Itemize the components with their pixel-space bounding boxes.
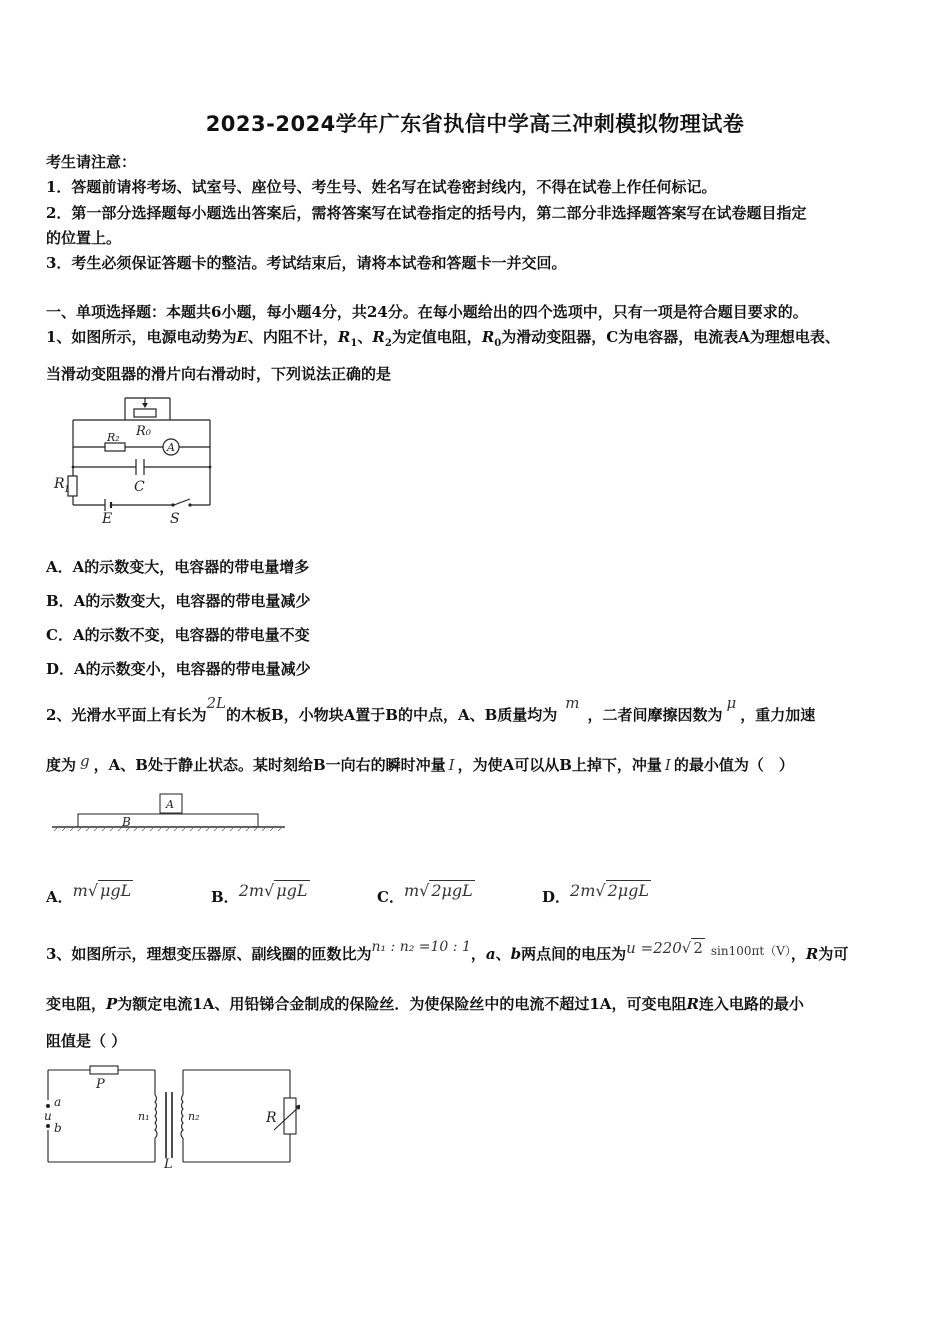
q3-fig-label-b: b bbox=[54, 1121, 62, 1135]
notice-item-3: 3．考生必须保证答题卡的整洁。考试结束后，请将本试卷和答题卡一并交回。 bbox=[46, 254, 567, 272]
q1-var-E: E bbox=[236, 328, 248, 346]
q2-choice-c[interactable]: C．m√ 2μgL bbox=[377, 881, 473, 906]
q1-var-R0: R bbox=[481, 328, 495, 346]
notice-heading: 考生请注意： bbox=[46, 153, 137, 171]
q2-var-I1: I bbox=[448, 756, 455, 774]
q3-fig-label-a: a bbox=[54, 1095, 62, 1109]
q2-fig-label-B: B bbox=[122, 815, 131, 829]
q1-var-R1: R bbox=[337, 328, 351, 346]
q1-text-c: 为定值电阻， bbox=[391, 328, 482, 346]
q3-var-R-2: R bbox=[686, 995, 699, 1013]
q2-choice-c-rad: 2μgL bbox=[431, 881, 473, 900]
q3-var-b: b bbox=[510, 945, 522, 963]
section-heading: 一、单项选择题：本题共6小题，每小题4分，共24分。在每小题给出的四个选项中，只有一项是符合题目要求的。 bbox=[46, 303, 808, 321]
q3-var-P: P bbox=[106, 995, 118, 1013]
q2-choice-a-label: A． bbox=[46, 888, 73, 906]
q1-fig-label-R1-sub: 1 bbox=[64, 485, 70, 495]
q2-choice-b[interactable]: B．2m√ μgL bbox=[211, 881, 308, 906]
q2-choice-d-coef: 2m bbox=[570, 881, 596, 900]
q2-choice-d-label: D． bbox=[542, 888, 571, 906]
q1-fig-label-R0: R₀ bbox=[136, 424, 151, 439]
q2-text-b: 的木板B，小物块A置于B的中点，A、B质量均为 bbox=[225, 706, 558, 724]
q3-voltage-eq-part1: u =220 bbox=[626, 939, 682, 957]
q1-fig-label-E: E bbox=[102, 511, 113, 527]
q2-choice-d-rad: 2μgL bbox=[607, 881, 650, 900]
q3-text-f: 为可 bbox=[818, 945, 849, 963]
q3-voltage-eq-rad: 2 bbox=[693, 939, 703, 957]
q2-text-e: 度为 bbox=[46, 756, 77, 774]
q2-var-2L: 2L bbox=[206, 694, 226, 712]
q3-text-c: 、 bbox=[495, 945, 511, 963]
q2-choice-a-rad: μgL bbox=[100, 881, 132, 900]
q2-var-I2: I bbox=[664, 756, 671, 774]
q1-circuit-diagram bbox=[50, 395, 220, 530]
q1-stem-line1 bbox=[46, 327, 840, 354]
q1-sep: 、 bbox=[357, 328, 373, 346]
q2-choice-b-rad: μgL bbox=[276, 881, 308, 900]
q3-fig-label-L: L bbox=[164, 1157, 173, 1170]
q1-var-R2-sub: 2 bbox=[384, 338, 392, 349]
q3-text-e: ， bbox=[790, 945, 806, 963]
q2-text-f: ，A、B处于静止状态。某时刻给B一向右的瞬时冲量 bbox=[93, 756, 446, 774]
q2-fig-label-A: A bbox=[166, 798, 174, 811]
page-title: 2023-2024学年广东省执信中学高三冲刺模拟物理试卷 bbox=[205, 112, 745, 136]
q2-text-c: ，二者间摩擦因数为 bbox=[587, 706, 723, 724]
q1-fig-label-R1: R bbox=[54, 476, 65, 492]
q1-fig-label-C: C bbox=[134, 479, 145, 495]
q2-block-diagram bbox=[50, 790, 290, 835]
q1-var-R1-sub: 1 bbox=[350, 338, 358, 349]
q3-text-line2b: 为额定电流1A、用铅锑合金制成的保险丝．为使保险丝中的电流不超过1A，可变电阻 bbox=[117, 995, 687, 1013]
q2-choice-b-coef: 2m bbox=[238, 881, 265, 900]
notice-item-2: 2．第一部分选择题每小题选出答案后，需将答案写在试卷指定的括号内，第二部分非选择题答案写在试卷题目指定 bbox=[46, 204, 807, 222]
q2-text-k: 的最小值为（ ） bbox=[673, 756, 794, 774]
q1-var-R2: R bbox=[372, 328, 385, 346]
q3-text-b: ， bbox=[470, 945, 486, 963]
q1-option-b[interactable]: B．A的示数变大，电容器的带电量减少 bbox=[46, 592, 311, 610]
q3-fig-label-n2: n₂ bbox=[188, 1110, 200, 1123]
q2-text-h: ，为使A可以从B上掉下，冲量 bbox=[457, 756, 662, 774]
notice-item-1: 1．答题前请将考场、试室号、座位号、考生号、姓名写在试卷密封线内，不得在试卷上作任何标记。 bbox=[46, 178, 717, 196]
q3-transformer-diagram bbox=[40, 1060, 300, 1170]
q3-fig-label-u: u bbox=[44, 1109, 52, 1123]
q2-choice-a-coef: m bbox=[72, 881, 88, 900]
q3-fig-label-P: P bbox=[96, 1077, 105, 1092]
q1-option-a[interactable]: A．A的示数变大，电容器的带电量增多 bbox=[46, 558, 310, 576]
q1-text-b: 、内阻不计， bbox=[247, 328, 338, 346]
q2-choice-c-coef: m bbox=[403, 881, 420, 900]
q1-fig-label-R2: R₂ bbox=[107, 431, 120, 444]
q2-var-mu: μ bbox=[726, 694, 737, 712]
q1-fig-label-A: A bbox=[167, 441, 175, 454]
q1-text-d: 为滑动变阻器，C为电容器，电流表A为理想电表、 bbox=[501, 328, 840, 346]
notice-item-2-cont: 的位置上。 bbox=[46, 229, 122, 247]
q3-var-R: R bbox=[805, 945, 819, 963]
q2-text-a: 2、光滑水平面上有长为 bbox=[46, 706, 207, 724]
q2-var-g: g bbox=[80, 752, 90, 770]
q1-option-d[interactable]: D．A的示数变小，电容器的带电量减少 bbox=[46, 660, 311, 678]
q3-stem-line2 bbox=[46, 994, 804, 1014]
q2-var-m: m bbox=[565, 694, 580, 712]
q3-text-line2a: 变电阻， bbox=[46, 995, 107, 1013]
q3-stem-line1: 3、如图所示，理想变压器原、副线圈的匝数比为n₁ : n₂ =10 : 1，a、b两点间的电压为u =220√ 2 $^{sin100\pi t(V)}$，R为可 bbox=[46, 939, 849, 963]
q1-text-a: 1、如图所示，电源电动势为 bbox=[46, 328, 237, 346]
q3-fig-label-R: R bbox=[266, 1110, 277, 1126]
q3-voltage-eq-part2: sin100πt（V） bbox=[710, 944, 791, 958]
q3-text-a: 3、如图所示，理想变压器原、副线圈的匝数比为 bbox=[46, 945, 372, 963]
q2-choice-d[interactable]: D．2m√ 2μgL bbox=[542, 881, 650, 906]
q1-stem-line2: 当滑动变阻器的滑片向右滑动时，下列说法正确的是 bbox=[46, 365, 392, 383]
q3-text-line2c: 连入电路的最小 bbox=[698, 995, 804, 1013]
q2-choice-c-label: C． bbox=[377, 888, 404, 906]
q1-fig-label-S: S bbox=[170, 511, 180, 527]
q2-text-d: ，重力加速 bbox=[740, 706, 816, 724]
q3-var-a: a bbox=[485, 945, 496, 963]
q2-stem-line1 bbox=[46, 694, 816, 725]
q3-turns-ratio: n₁ : n₂ =10 : 1 bbox=[371, 939, 471, 955]
q1-option-c[interactable]: C．A的示数不变，电容器的带电量不变 bbox=[46, 626, 310, 644]
q2-stem-line2 bbox=[46, 752, 794, 775]
q1-var-R0-sub: 0 bbox=[494, 338, 502, 349]
q3-text-d: 两点间的电压为 bbox=[521, 945, 627, 963]
q3-stem-line3: 阻值是（ ） bbox=[46, 1032, 127, 1050]
q2-choice-a[interactable]: A．m√ μgL bbox=[46, 881, 132, 906]
q2-choice-b-label: B． bbox=[211, 888, 239, 906]
q3-fig-label-n1: n₁ bbox=[138, 1110, 150, 1123]
